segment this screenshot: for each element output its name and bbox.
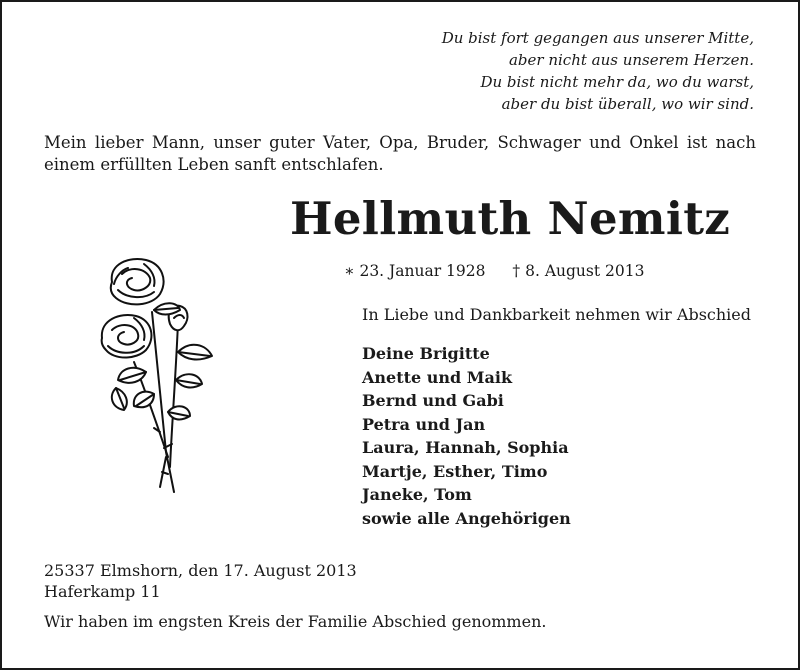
life-dates xyxy=(344,262,644,280)
quote-line: aber du bist überall, wo wir sind. xyxy=(501,95,754,113)
place-and-address xyxy=(44,560,357,602)
farewell-line: In Liebe und Dankbarkeit nehmen wir Abschied xyxy=(362,305,752,324)
quote-line: Du bist fort gegangen aus unserer Mitte, xyxy=(441,29,754,47)
mourner-item: Martje, Esther, Timo xyxy=(362,461,548,481)
mourner-item: Laura, Hannah, Sophia xyxy=(362,438,569,457)
mourner-item: Anette und Maik xyxy=(362,367,513,387)
mourner-item: Janeke, Tom xyxy=(362,485,472,504)
memorial-quote xyxy=(442,27,754,115)
rose-icon xyxy=(94,252,220,497)
deceased-name: Hellmuth Nemitz xyxy=(290,192,731,245)
mourner-item: Bernd und Gabi xyxy=(362,391,504,410)
street-address: Haferkamp 11 xyxy=(44,582,161,601)
birth-date: ∗ 23. Januar 1928 xyxy=(344,262,486,280)
mourner-item: Deine Brigitte xyxy=(362,344,490,363)
mourner-item: Petra und Jan xyxy=(362,414,486,434)
mourner-item: sowie alle Angehörigen xyxy=(362,508,571,528)
mourners-list xyxy=(362,342,571,530)
closing-note: Wir haben im engsten Kreis der Familie Abschied genommen. xyxy=(44,612,547,631)
quote-line: aber nicht aus unserem Herzen. xyxy=(508,51,754,69)
quote-line: Du bist nicht mehr da, wo du warst, xyxy=(480,73,754,91)
death-date: † 8. August 2013 xyxy=(512,262,645,280)
intro-text: Mein lieber Mann, unser guter Vater, Opa, Bruder, Schwager und Onkel ist nach einem erfüllten Leben sanft entschlafen. xyxy=(44,133,756,174)
place-date: 25337 Elmshorn, den 17. August 2013 xyxy=(44,561,357,580)
